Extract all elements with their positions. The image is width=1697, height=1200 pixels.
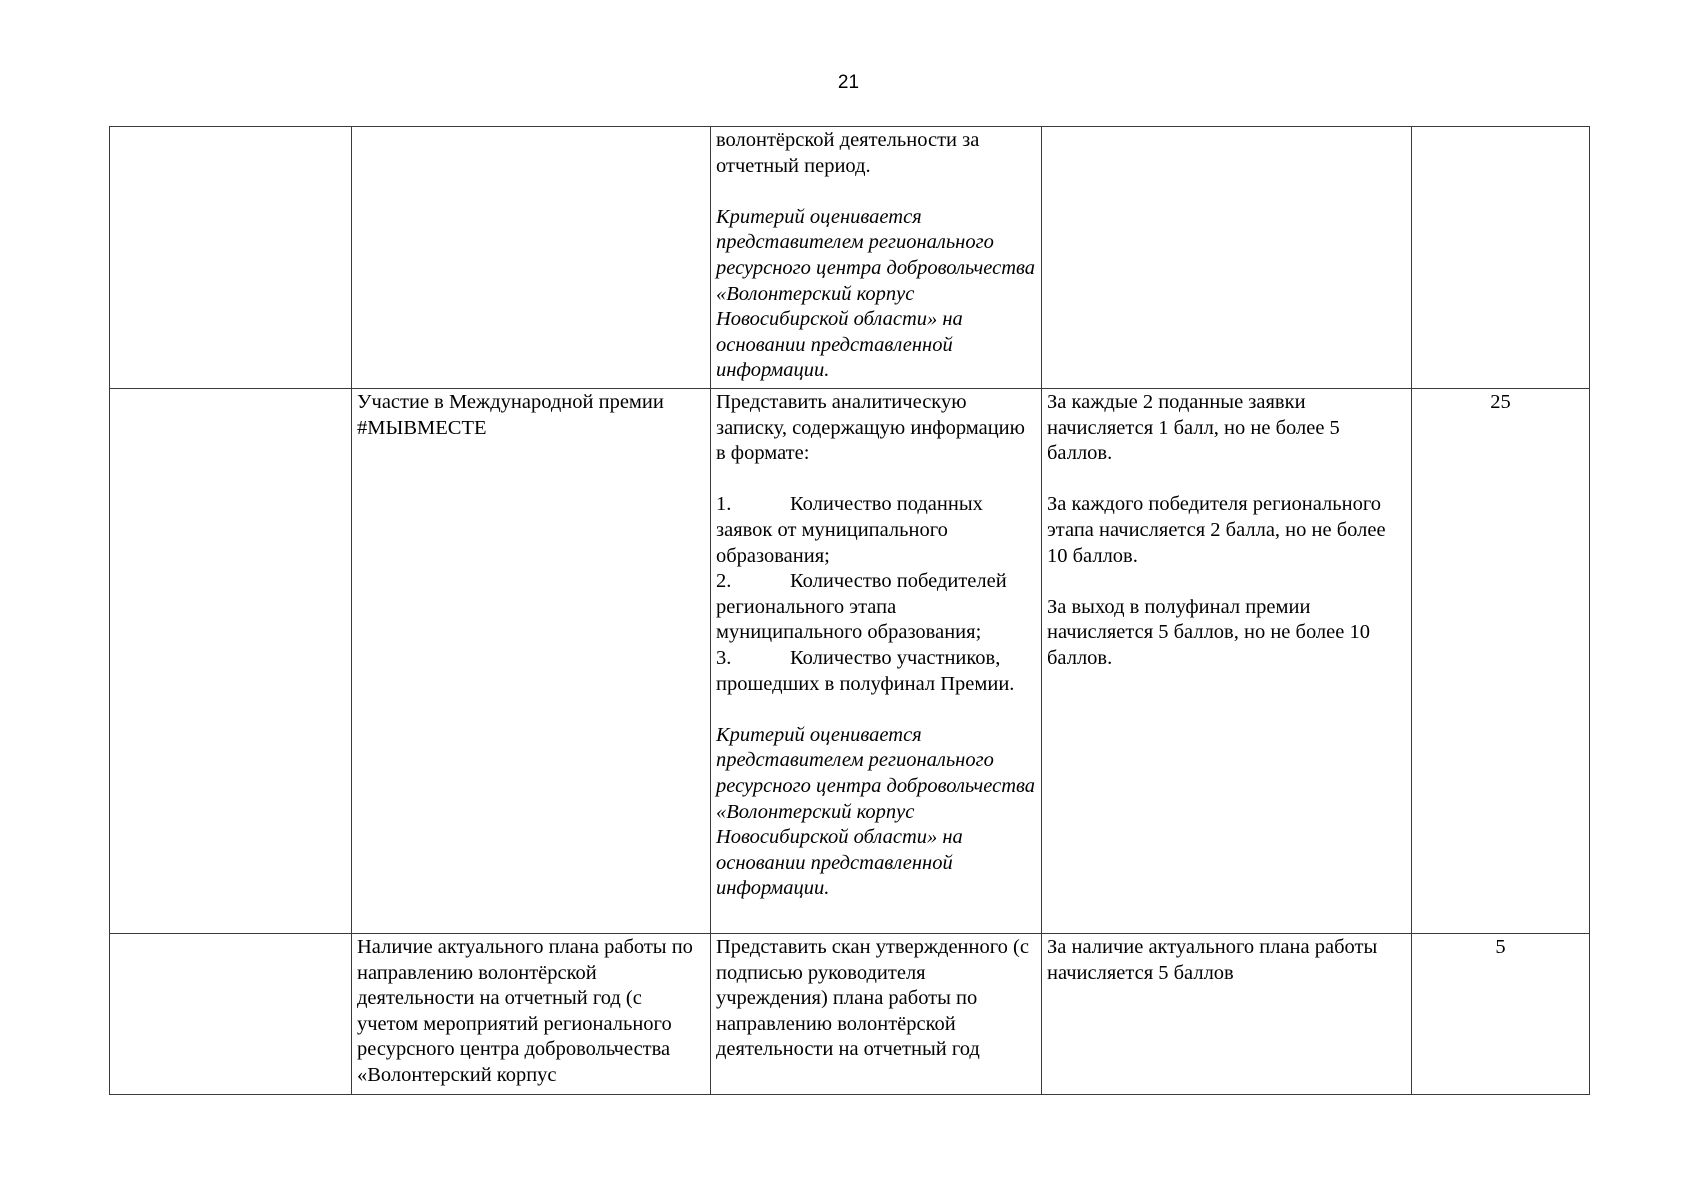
row2-criterion-cell: Участие в Международной премии #МЫВМЕСТЕ: [352, 389, 711, 934]
row3-max-score-cell: 5: [1412, 934, 1590, 1095]
row1-requirement-cell: [711, 127, 1042, 389]
list-item-number: 2.: [716, 570, 732, 593]
table-row: [110, 934, 1590, 1095]
page-number: 21: [837, 72, 860, 93]
list-item-text: Количество победителей регионального этапа муниципального образования;: [716, 570, 1007, 644]
row1-col1-cell: [110, 127, 352, 389]
table-row: [110, 389, 1590, 934]
list-item-text: Количество участников, прошедших в полуфинал Премии.: [716, 646, 1015, 695]
list-item: [716, 569, 1036, 646]
row1-requirement-text: волонтёрской деятельности за отчетный период.: [716, 129, 980, 177]
list-item-number: 3.: [716, 646, 732, 669]
row2-max-score-cell: 25: [1412, 389, 1590, 934]
row1-evaluation-note: Критерий оценивается представителем регионального ресурсного центра добровольчества «Волонтерский корпус Новосибирской области» на основании представленной информации.: [716, 205, 1036, 382]
row2-requirement-intro: Представить аналитическую записку, содержащую информацию в формате:: [716, 391, 1025, 465]
scoring-rule: За каждого победителя регионального этапа начисляется 2 балла, но не более 10 баллов.: [1047, 493, 1386, 567]
list-item-number: 1.: [716, 493, 732, 516]
row2-requirement-cell: [711, 389, 1042, 934]
scoring-rule: За каждые 2 поданные заявки начисляется 1 балл, но не более 5 баллов.: [1047, 391, 1340, 465]
row3-criterion-cell: Наличие актуального плана работы по направлению волонтёрской деятельности на отчетный год (с учетом мероприятий регионального ресурсного центра добровольчества «Волонтерский корпус: [352, 934, 711, 1095]
row3-scoring-cell: За наличие актуального плана работы начисляется 5 баллов: [1042, 934, 1412, 1095]
scoring-rule: За выход в полуфинал премии начисляется 5 баллов, но не более 10 баллов.: [1047, 595, 1370, 669]
row2-evaluation-note: Критерий оценивается представителем регионального ресурсного центра добровольчества «Волонтерский корпус Новосибирской области» на основании представленной информации.: [716, 723, 1036, 900]
row3-col1-cell: [110, 934, 352, 1095]
table-row: [110, 127, 1590, 389]
list-item: [716, 492, 1036, 569]
row3-requirement-cell: Представить скан утвержденного (с подписью руководителя учреждения) плана работы по направлению волонтёрской деятельности на отчетный год: [711, 934, 1042, 1095]
row2-scoring-cell: [1042, 389, 1412, 934]
row2-col1-cell: [110, 389, 352, 934]
list-item-text: Количество поданных заявок от муниципального образования;: [716, 493, 983, 567]
row1-max-score-cell: [1412, 127, 1590, 389]
criteria-table: [109, 126, 1590, 1095]
list-item: [716, 646, 1036, 697]
row1-scoring-cell: [1042, 127, 1412, 389]
row1-criterion-cell: [352, 127, 711, 389]
